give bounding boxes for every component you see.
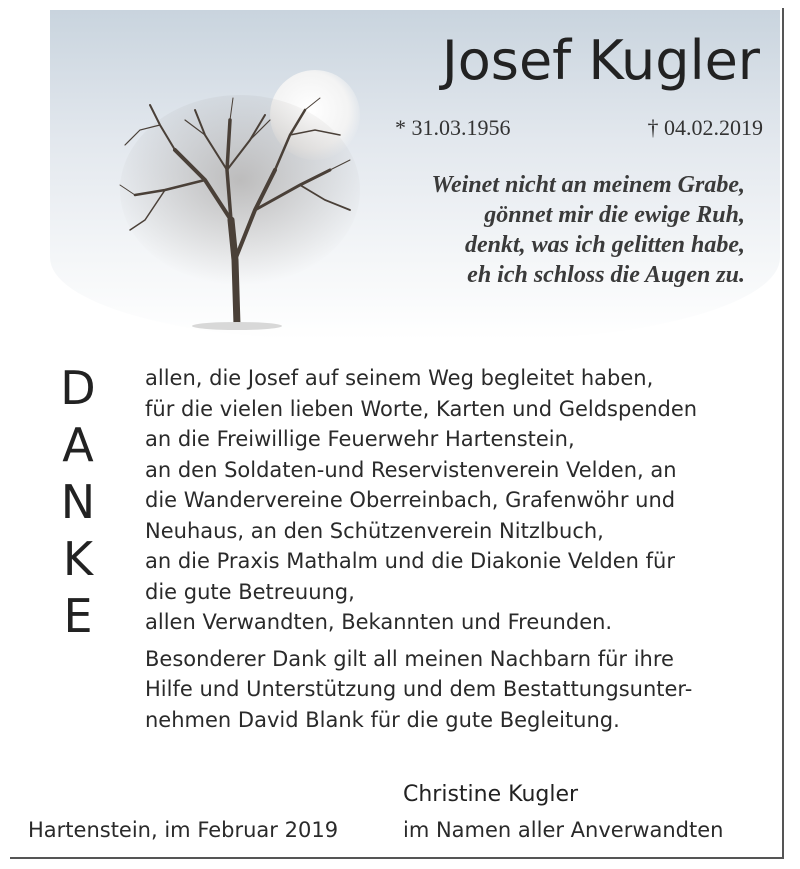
thanks-line: die gute Betreuung, xyxy=(145,579,355,604)
danke-heading xyxy=(48,360,108,645)
thanks-line: allen, die Josef auf seinem Weg begleitet haben, xyxy=(145,366,654,390)
poem-line: eh ich schloss die Augen zu. xyxy=(467,262,745,288)
thanks-line: an den Soldaten-und Reservistenverein Velden, an xyxy=(145,457,677,482)
special-line: nehmen David Blank für die gute Begleitung. xyxy=(145,707,620,732)
thanks-line: allen Verwandten, Bekannten und Freunden. xyxy=(145,610,613,634)
danke-letter: E xyxy=(63,589,93,643)
death-date: † 04.02.2019 xyxy=(647,115,763,140)
thanks-line: an die Freiwillige Feuerwehr Hartenstein, xyxy=(145,427,575,451)
thanks-line: für die vielen lieben Worte, Karten und Geldspenden xyxy=(145,396,698,421)
special-line: Hilfe und Unterstützung und dem Bestattungsunter- xyxy=(145,677,693,701)
signer-name: Christine Kugler xyxy=(403,782,579,807)
poem-line: Weinet nicht an meinem Grabe, xyxy=(431,172,745,198)
poem-line: denkt, was ich gelitten habe, xyxy=(464,232,745,258)
thanks-line: an die Praxis Mathalm und die Diakonie Velden für xyxy=(145,549,675,573)
danke-letter: K xyxy=(62,532,94,586)
thanks-line: Neuhaus, an den Schützenverein Nitzlbuch, xyxy=(145,518,604,543)
danke-letter: A xyxy=(62,418,94,472)
birth-date: * 31.03.1956 xyxy=(395,115,511,140)
special-line: Besonderer Dank gilt all meinen Nachbarn für ihre xyxy=(145,646,674,671)
danke-letter: N xyxy=(60,475,96,529)
place-date: Hartenstein, im Februar 2019 xyxy=(28,818,339,842)
life-dates xyxy=(395,115,763,141)
poem-line: gönnet mir die ewige Ruh, xyxy=(484,202,745,228)
poem xyxy=(390,170,745,290)
deceased-name: Josef Kugler xyxy=(441,29,760,92)
special-thanks xyxy=(145,644,765,736)
thanks-text xyxy=(145,363,765,735)
signer-note: im Namen aller Anverwandten xyxy=(403,818,724,842)
thanks-line: die Wandervereine Oberreinbach, Grafenwöhr und xyxy=(145,488,676,512)
danke-letter: D xyxy=(60,361,96,415)
bare-tree-image xyxy=(115,90,365,330)
